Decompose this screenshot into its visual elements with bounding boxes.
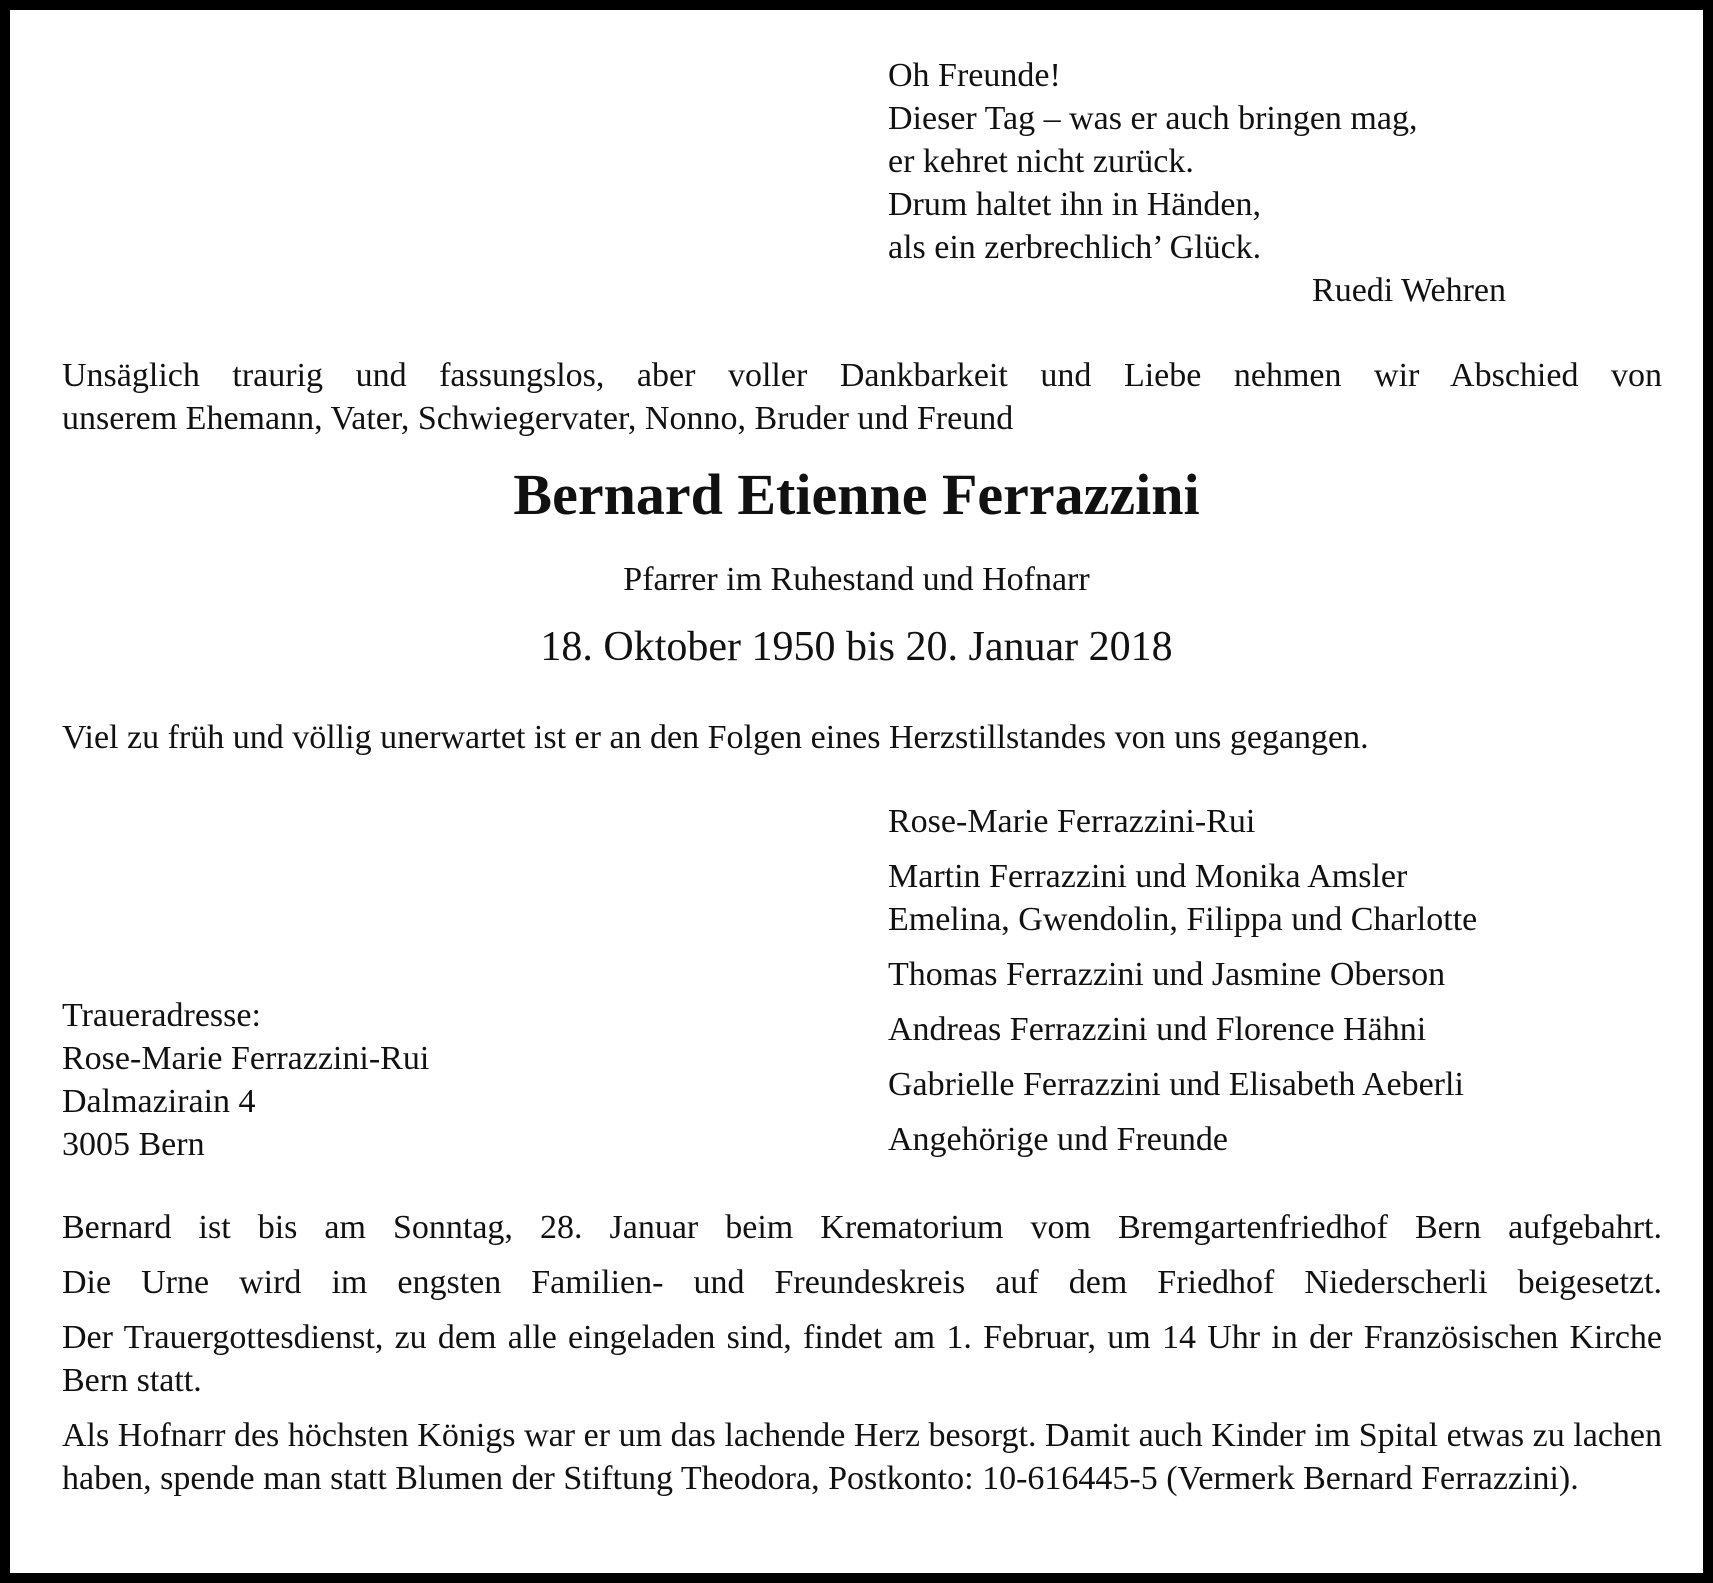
poem	[888, 54, 1528, 312]
poem-line: Oh Freunde!	[888, 57, 1061, 94]
mourner-group	[888, 800, 1668, 843]
mourner-name: Thomas Ferrazzini und Jasmine Oberson	[888, 956, 1446, 993]
life-dates: 18. Oktober 1950 bis 20. Januar 2018	[540, 624, 1173, 670]
poem-line: Dieser Tag – was er auch bringen mag,	[888, 100, 1418, 137]
donation-info: Als Hofnarr des höchsten Königs war er um das lachende Herz besorgt. Damit auch Kinder im Spital etwas zu lachen haben, spende man statt Blumen der Stiftung Theodora, Postkonto: 10-616445-5 (Vermerk Bernard Ferrazzini).	[62, 1417, 1662, 1497]
mourner-name: Gabrielle Ferrazzini und Elisabeth Aeberli	[888, 1066, 1464, 1103]
mourner-name: Emelina, Gwendolin, Filippa und Charlotte	[888, 901, 1478, 938]
intro-paragraph	[62, 354, 1662, 440]
mourner-name: Rose-Marie Ferrazzini-Rui	[888, 803, 1256, 840]
address-name: Rose-Marie Ferrazzini-Rui	[62, 1040, 430, 1077]
viewing-info: Bernard ist bis am Sonntag, 28. Januar beim Krematorium vom Bremgartenfriedhof Bern aufgebahrt.	[62, 1209, 1662, 1246]
mourner-group	[888, 1063, 1668, 1106]
mourning-address	[62, 994, 662, 1166]
mourner-group	[888, 1118, 1668, 1161]
intro-line: Unsäglich traurig und fassungslos, aber voller Dankbarkeit und Liebe nehmen wir Abschied von	[62, 357, 1662, 394]
mourner-name: Martin Ferrazzini und Monika Amsler	[888, 858, 1408, 895]
mourner-group	[888, 953, 1668, 996]
deceased-name: Bernard Etienne Ferrazzini	[513, 462, 1200, 527]
mourners-list	[888, 800, 1668, 1173]
mourner-name: Angehörige und Freunde	[888, 1121, 1228, 1158]
address-label: Traueradresse:	[62, 997, 261, 1034]
poem-author: Ruedi Wehren	[1312, 272, 1506, 309]
poem-line: als ein zerbrechlich’ Glück.	[888, 229, 1262, 266]
address-city: 3005 Bern	[62, 1126, 205, 1163]
mourner-group	[888, 855, 1668, 941]
poem-line: Drum haltet ihn in Händen,	[888, 186, 1261, 223]
burial-info: Die Urne wird im engsten Familien- und Freundeskreis auf dem Friedhof Niederscherli beigesetzt.	[62, 1264, 1662, 1301]
funeral-details	[62, 1206, 1662, 1512]
mourner-name: Andreas Ferrazzini und Florence Hähni	[888, 1011, 1427, 1048]
poem-line: er kehret nicht zurück.	[888, 143, 1194, 180]
death-statement: Viel zu früh und völlig unerwartet ist er an den Folgen eines Herzstillstandes von uns gegangen.	[62, 719, 1369, 756]
deceased-role: Pfarrer im Ruhestand und Hofnarr	[623, 561, 1090, 598]
address-street: Dalmazirain 4	[62, 1083, 256, 1120]
service-info: Der Trauergottesdienst, zu dem alle eingeladen sind, findet am 1. Februar, um 14 Uhr in der Französischen Kirche Bern statt.	[62, 1319, 1662, 1399]
intro-line: unserem Ehemann, Vater, Schwiegervater, Nonno, Bruder und Freund	[62, 400, 1014, 437]
mourner-group	[888, 1008, 1668, 1051]
